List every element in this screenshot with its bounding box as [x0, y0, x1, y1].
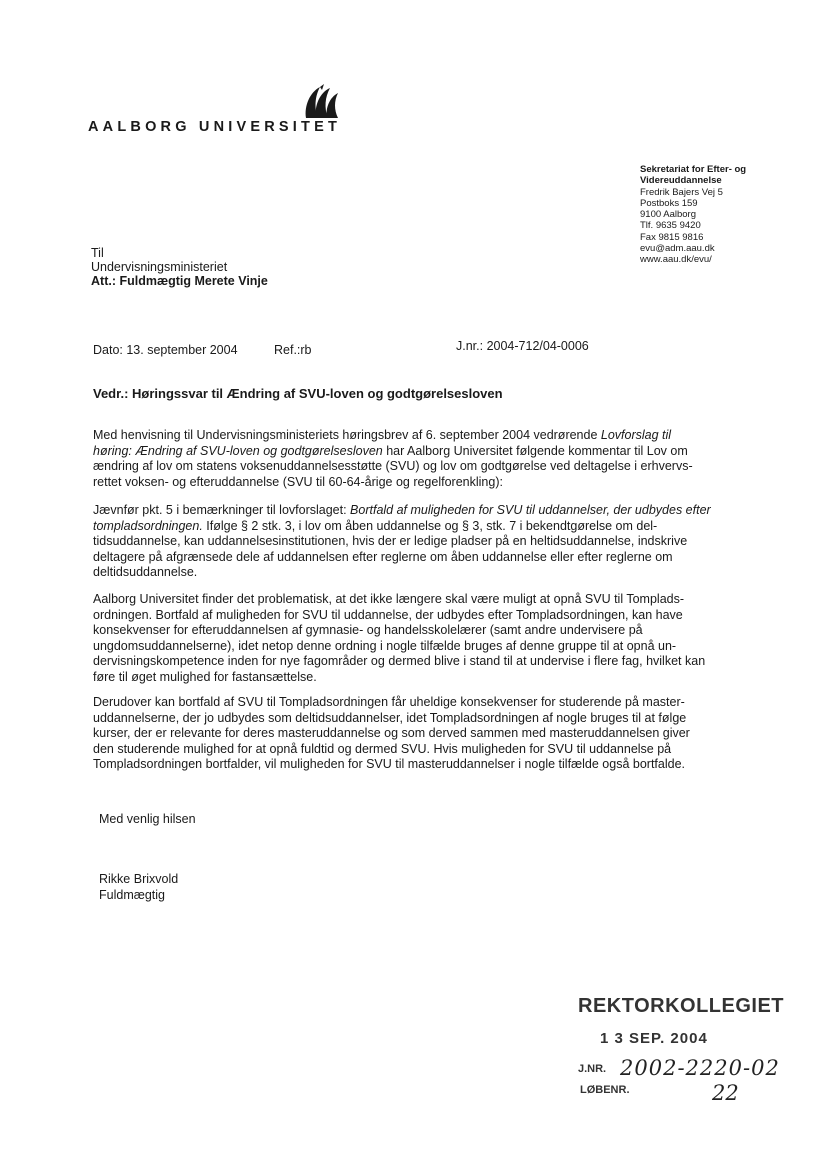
recipient-att: Att.: Fuldmægtig Merete Vinje [91, 274, 268, 288]
sender-city: 9100 Aalborg [640, 209, 696, 221]
sender-org-line1: Sekretariat for Efter- og [640, 164, 747, 175]
p1-text-a: Med henvisning til Undervisningsministeriets høringsbrev af 6. september 2004 vedrørende [93, 428, 601, 442]
letter-jnr: J.nr.: 2004-712/04-0006 [456, 339, 589, 353]
sender-phone: Tlf. 9635 9420 [640, 220, 701, 232]
signer-name: Rikke Brixvold [99, 872, 179, 886]
recipient-block [91, 246, 268, 288]
p1-emphasis: Lovforslag til høring: Ændring af SVU-loven og godtgørelsesloven [93, 428, 672, 458]
body-paragraph-1 [93, 428, 713, 490]
letter-ref: Ref.:rb [274, 343, 312, 357]
body-paragraph-2 [93, 503, 713, 581]
stamp-jnr-label: J.NR. [578, 1063, 607, 1075]
body-paragraph-4: Derudover kan bortfald af SVU til Tompladsordningen får uheldige konsekvenser for studerende på master-uddannelserne, der jo udbydes som deltidsuddannelser, idet Tompladsordningen af nogle bruges til at følge kurser, der er relevante for deres masteruddannelse og som derved sammen med masteruddannelsen giver den studerende mulighed for at opnå fuldtid og dermed SVU. Hvis muligheden for SVU til uddannelse på Tompladsordningen bortfalder, vil muligheden for SVU til masteruddannelser i nogle tilfælde også bortfalde. [93, 695, 690, 772]
sender-web: www.aau.dk/evu/ [640, 254, 712, 266]
sender-address1: Fredrik Bajers Vej 5 [640, 186, 723, 198]
university-name: AALBORG UNIVERSITET [88, 119, 341, 135]
letter-subject: Vedr.: Høringssvar til Ændring af SVU-loven og godtgørelsesloven [93, 386, 503, 401]
sender-email: evu@adm.aau.dk [640, 243, 715, 255]
recipient-name: Undervisningsministeriet [91, 260, 228, 274]
sender-org-line2: Videreuddannelse [640, 175, 722, 187]
p2-text-a: Jævnfør pkt. 5 i bemærkninger til lovforslaget: [93, 503, 351, 517]
p2-text-b: Ifølge § 2 stk. 3, i lov om åben uddannelse og § 3, stk. 7 i bekendtgørelse om del-tidsuddannelse, kan uddannelsesinstitutionen, hvis der er ledige pladser på en heltidsuddannelse, indskrive deltagere på afgrænsede dele af uddannelsen efter reglerne om åben uddannelse eller efter reglerne om deltidsuddannelse. [93, 518, 688, 580]
closing-greeting: Med venlig hilsen [99, 812, 196, 826]
p1-text-b: har Aalborg Universitet følgende kommentar til Lov om ændring af lov om statens voksenuddannelsesstøtte (SVU) og lov om godtgørelse ved deltagelse i erhvervs-rettet voksen- og efteruddannelse (SVU til 60-64-årige og regelforenkling): [93, 443, 693, 489]
sender-address2: Postboks 159 [640, 197, 698, 209]
received-stamp-date: 1 3 SEP. 2004 [600, 1030, 708, 1047]
recipient-to: Til [91, 246, 104, 260]
university-logo-icon [300, 84, 344, 120]
stamp-lobenr-label: LØBENR. [580, 1084, 630, 1096]
signer-title: Fuldmægtig [99, 887, 165, 902]
stamp-lobenr-handwritten: 22 [712, 1081, 739, 1105]
sender-fax: Fax 9815 9816 [640, 231, 704, 243]
signature-block [99, 872, 178, 903]
sender-address-block [640, 164, 746, 266]
p2-emphasis: Bortfald af muligheden for SVU til uddannelser, der udbydes efter tompladsordningen. [93, 503, 711, 533]
stamp-jnr-handwritten: 2002-2220-02 [620, 1056, 780, 1080]
received-stamp-title: REKTORKOLLEGIET [578, 995, 785, 1017]
body-paragraph-3: Aalborg Universitet finder det problematisk, at det ikke længere skal være muligt at opnå SVU til Tomplads-ordningen. Bortfald af muligheden for SVU til uddannelse, der udbydes efter Tompladsordningen, kan have konsekvenser for efteruddannelsen af gymnasie- og handelsskolelærer (samt andre undervisere på ungdomsuddannelserne), idet netop denne ordning i nogle tilfælde bruges af denne gruppe til at opnå un-dervisningskompetence inden for nye fagområder og dermed blive i stand til at undervise i flere fag, hvilket kan føre til øget mulighed for fastansættelse. [93, 592, 706, 684]
letter-date: Dato: 13. september 2004 [93, 343, 238, 357]
